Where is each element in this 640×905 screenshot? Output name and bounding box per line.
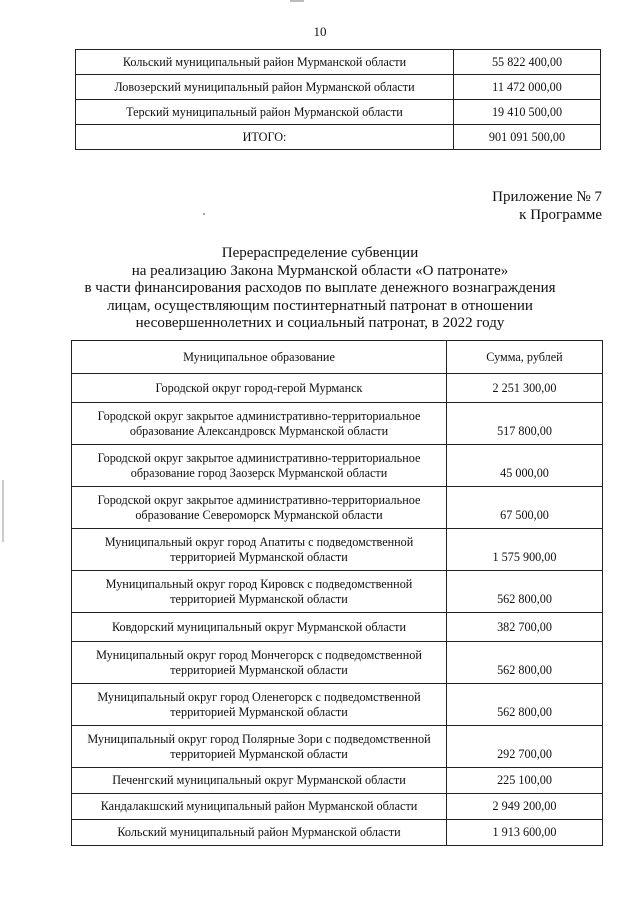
municipality-cell: Муниципальный округ город Апатиты с подведомственной территорией Мурманской области [72, 529, 447, 571]
amount-cell: 19 410 500,00 [454, 100, 601, 125]
table-row [72, 374, 603, 403]
scan-artifact [2, 480, 4, 542]
municipality-cell: Муниципальный округ город Кировск с подведомственной территорией Мурманской области [72, 571, 447, 613]
municipality-cell: Городской округ закрытое административно-территориальное образование Александровск Мурманской области [72, 403, 447, 445]
table-row [72, 445, 603, 487]
appendix-reference: к Программе [519, 207, 602, 223]
municipality-cell: Печенгский муниципальный округ Мурманской области [72, 768, 447, 794]
appendix-number: Приложение № 7 [492, 189, 602, 205]
appendix-heading [492, 188, 602, 224]
title-line: несовершеннолетних и социальный патронат, в 2022 году [135, 315, 505, 331]
amount-cell: 45 000,00 [447, 445, 603, 487]
municipality-cell: Муниципальный округ город Мончегорск с подведомственной территорией Мурманской области [72, 642, 447, 684]
table-row [72, 684, 603, 726]
table-row [72, 642, 603, 684]
amount-cell: 292 700,00 [447, 726, 603, 768]
amount-cell: 1 913 600,00 [447, 820, 603, 846]
table-row [72, 487, 603, 529]
amount-cell: 382 700,00 [447, 613, 603, 642]
scan-artifact [290, 0, 304, 2]
table-row [72, 794, 603, 820]
amount-cell: 2 251 300,00 [447, 374, 603, 403]
municipality-cell: Терский муниципальный район Мурманской области [76, 100, 454, 125]
table-row [72, 613, 603, 642]
municipality-cell: Ловозерский муниципальный район Мурманской области [76, 75, 454, 100]
subsidy-total-table [75, 49, 601, 150]
subsidy-distribution-table [71, 340, 603, 846]
municipality-cell: Городской округ закрытое административно-территориальное образование Североморск Мурманской области [72, 487, 447, 529]
amount-cell: 67 500,00 [447, 487, 603, 529]
municipality-cell: Кандалакшский муниципальный район Мурманской области [72, 794, 447, 820]
municipality-cell: Городской округ город-герой Мурманск [72, 374, 447, 403]
amount-cell: 2 949 200,00 [447, 794, 603, 820]
municipality-cell: Муниципальный округ город Оленегорск с подведомственной территорией Мурманской области [72, 684, 447, 726]
municipality-cell: Ковдорский муниципальный округ Мурманской области [72, 613, 447, 642]
amount-cell: 562 800,00 [447, 642, 603, 684]
amount-cell: 1 575 900,00 [447, 529, 603, 571]
municipality-cell: Кольский муниципальный район Мурманской области [76, 50, 454, 75]
table-row [72, 571, 603, 613]
total-label-cell: ИТОГО: [76, 125, 454, 150]
document-title [0, 245, 640, 333]
title-line: лицам, осуществляющим постинтернатный патронат в отношении [107, 297, 533, 314]
amount-cell: 517 800,00 [447, 403, 603, 445]
table-row [76, 100, 601, 125]
amount-cell: 225 100,00 [447, 768, 603, 794]
title-line: на реализацию Закона Мурманской области «О патронате» [131, 262, 509, 279]
table-row [76, 50, 601, 75]
total-amount-cell: 901 091 500,00 [454, 125, 601, 150]
column-header-municipality: Муниципальное образование [72, 341, 447, 374]
table-row [72, 820, 603, 846]
table-row [72, 529, 603, 571]
municipality-cell: Муниципальный округ город Полярные Зори с подведомственной территорией Мурманской области [72, 726, 447, 768]
amount-cell: 55 822 400,00 [454, 50, 601, 75]
table-header-row [72, 341, 603, 374]
amount-cell: 562 800,00 [447, 571, 603, 613]
amount-cell: 11 472 000,00 [454, 75, 601, 100]
title-line: в части финансирования расходов по выплате денежного вознаграждения [84, 280, 556, 296]
column-header-amount: Сумма, рублей [447, 341, 603, 374]
table-row [76, 75, 601, 100]
table-row [72, 726, 603, 768]
total-row [76, 125, 601, 150]
table-row [72, 768, 603, 794]
title-line: Перераспределение субвенции [221, 245, 419, 261]
table-row [72, 403, 603, 445]
amount-cell: 562 800,00 [447, 684, 603, 726]
scan-artifact [203, 213, 205, 215]
municipality-cell: Кольский муниципальный район Мурманской области [72, 820, 447, 846]
municipality-cell: Городской округ закрытое административно-территориальное образование город Заозерск Мурманской области [72, 445, 447, 487]
page-number: 10 [313, 24, 327, 39]
